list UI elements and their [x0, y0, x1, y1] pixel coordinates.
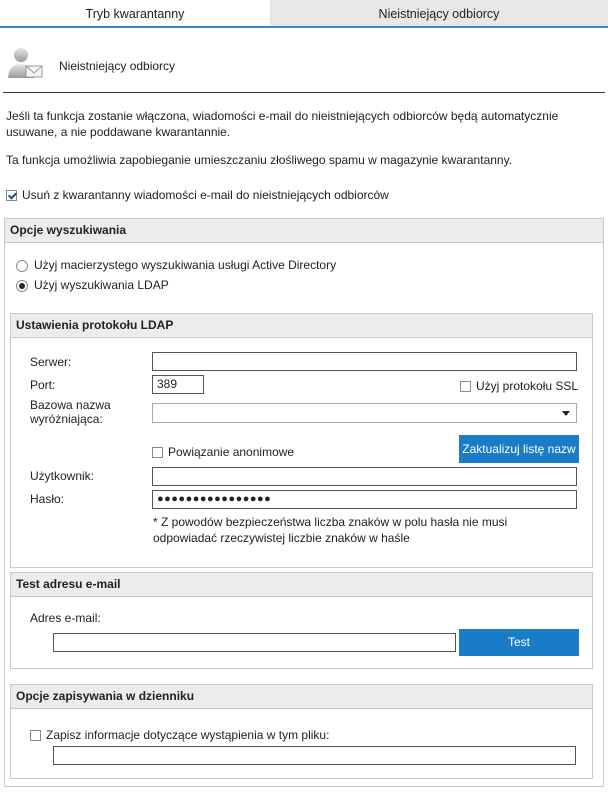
- anonymous-bind-checkbox[interactable]: [152, 447, 163, 458]
- log-file-input[interactable]: [53, 746, 576, 765]
- radio-ldap-option[interactable]: [16, 278, 169, 292]
- port-input[interactable]: 389: [152, 375, 204, 394]
- tab-nonexistent-recipients[interactable]: Nieistniejący odbiorcy: [270, 0, 608, 26]
- ssl-label: Użyj protokołu SSL: [476, 379, 579, 393]
- user-label: Użytkownik:: [30, 469, 95, 483]
- radio-active-directory[interactable]: [16, 260, 28, 272]
- update-names-button[interactable]: Zaktualizuj listę nazw: [459, 435, 579, 463]
- server-input[interactable]: [152, 352, 577, 371]
- anonymous-bind-option[interactable]: [152, 445, 294, 459]
- tab-quarantine-mode[interactable]: Tryb kwarantanny: [0, 0, 270, 26]
- user-input[interactable]: [152, 467, 577, 486]
- ldap-settings-title: Ustawienia protokołu LDAP: [11, 314, 592, 338]
- tab-bar: [0, 0, 608, 28]
- email-test-section: [10, 572, 593, 669]
- write-log-option[interactable]: [30, 728, 329, 742]
- write-log-checkbox[interactable]: [30, 730, 41, 741]
- header-divider: [3, 92, 605, 93]
- radio-active-directory-label: Użyj macierzystego wyszukiwania usługi Active Directory: [34, 258, 337, 272]
- basedn-select[interactable]: [152, 403, 577, 423]
- remove-nonexistent-checkbox[interactable]: [6, 190, 17, 201]
- password-note: * Z powodów bezpieczeństwa liczba znaków w polu hasła nie musi odpowiadać rzeczywistej liczbie znaków w haśle: [153, 515, 508, 545]
- description-text-2: Ta funkcja umożliwia zapobieganie umieszczaniu złośliwego spamu w magazynie kwarantanny.: [6, 153, 513, 167]
- logging-options-title: Opcje zapisywania w dzienniku: [11, 685, 592, 709]
- ldap-settings-section: [10, 313, 593, 568]
- ssl-checkbox[interactable]: [460, 381, 471, 392]
- chevron-down-icon: [562, 411, 570, 416]
- remove-nonexistent-option[interactable]: [6, 188, 389, 202]
- email-address-label: Adres e-mail:: [30, 611, 101, 625]
- radio-ldap[interactable]: [16, 280, 28, 292]
- logging-options-section: [10, 684, 593, 779]
- anonymous-bind-label: Powiązanie anonimowe: [168, 445, 295, 459]
- radio-ldap-label: Użyj wyszukiwania LDAP: [34, 278, 169, 292]
- server-label: Serwer:: [30, 355, 72, 369]
- port-label: Port:: [30, 378, 56, 392]
- test-button[interactable]: Test: [459, 629, 579, 656]
- write-log-label: Zapisz informacje dotyczące wystąpienia w tym pliku:: [46, 728, 330, 742]
- ssl-option[interactable]: [460, 379, 578, 393]
- basedn-label: Bazowa nazwa wyróżniająca:: [30, 398, 111, 426]
- page-header: [0, 30, 608, 92]
- email-address-input[interactable]: [53, 633, 456, 652]
- password-input[interactable]: ●●●●●●●●●●●●●●●●: [152, 490, 577, 509]
- user-mail-icon: [6, 46, 46, 82]
- search-options-title: Opcje wyszukiwania: [5, 219, 603, 243]
- email-test-title: Test adresu e-mail: [11, 573, 592, 597]
- page-title: Nieistniejący odbiorcy: [59, 59, 176, 73]
- radio-active-directory-option[interactable]: [16, 258, 336, 272]
- description-text: Jeśli ta funkcja zostanie włączona, wiadomości e-mail do nieistniejących odbiorców będą automatycznie usuwane, a nie poddawane kwarantannie.: [6, 109, 559, 139]
- remove-nonexistent-label: Usuń z kwarantanny wiadomości e-mail do nieistniejących odbiorców: [22, 188, 389, 202]
- password-label: Hasło:: [30, 492, 65, 506]
